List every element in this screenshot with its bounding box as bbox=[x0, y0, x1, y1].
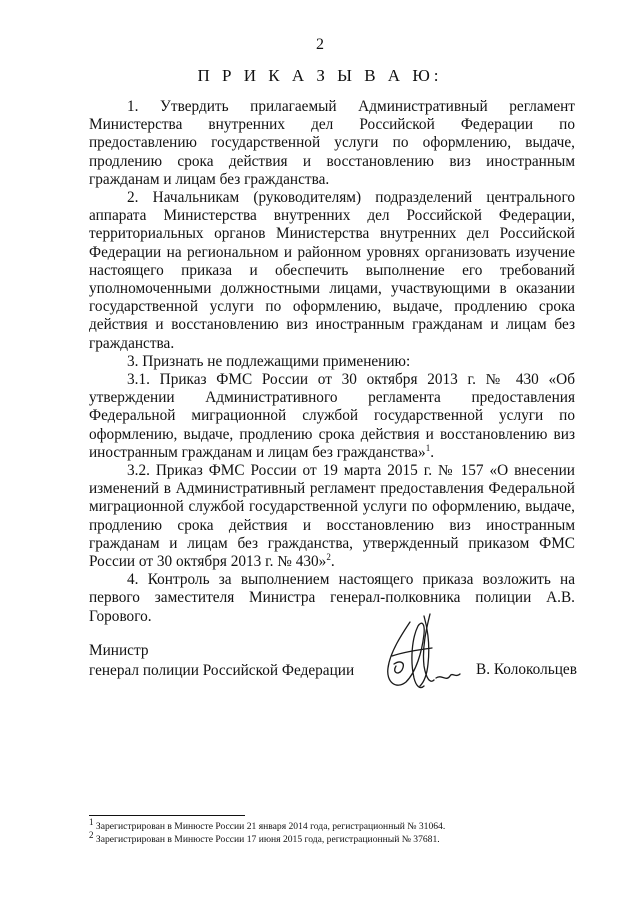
paragraph-3-2 bbox=[89, 462, 575, 571]
paragraph-3-1-text: 3.1. Приказ ФМС России от 30 октября 2013 г. № 430 «Об утверждении Административного регламента предоставления Федеральной миграционной службой государственной услуги по оформлению, выдаче, продлению срока действия и восстановлению виз иностранным гражданам и лицам без гражданства» bbox=[89, 371, 575, 461]
footnote-1-number: 1 bbox=[89, 816, 94, 827]
footnotes bbox=[89, 816, 589, 846]
paragraph-1: 1. Утвердить прилагаемый Административный регламент Министерства внутренних дел Российской Федерации по предоставлению государственной услуги по оформлению, выдаче, продлению срока действия и восстановлению виз иностранным гражданам и лицам без гражданства. bbox=[89, 98, 575, 188]
position-line-2: генерал полиции Российской Федерации bbox=[89, 662, 355, 679]
position-line-1: Министр bbox=[89, 642, 149, 659]
paragraph-3: 3. Признать не подлежащими применению: bbox=[127, 352, 411, 370]
footnote-2-text: Зарегистрирован в Минюсте России 17 июня 2015 года, регистрационный № 37681. bbox=[95, 834, 440, 845]
footnote-2-number: 2 bbox=[89, 829, 94, 840]
signatory-name: В. Колокольцев bbox=[476, 661, 577, 678]
paragraph-3-1-end: . bbox=[430, 443, 435, 461]
order-heading: П Р И К А З Ы В А Ю: bbox=[197, 66, 443, 85]
signatory-position bbox=[89, 641, 354, 681]
footnote-separator bbox=[89, 815, 245, 816]
paragraph-3-1 bbox=[89, 371, 575, 462]
paragraph-2: 2. Начальникам (руководителям) подразделений центрального аппарата Министерства внутренних дел Российской Федерации, территориальных органов Министерства внутренних дел Российской Федерации на региональном и районном уровнях организовать изучение настоящего приказа и обеспечить выполнение его требований уполномоченными должностными лицами, участвующими в оказании государственной услуги по оформлению, выдаче, продлению срока действия и восстановлению виз иностранным гражданам и лицам без гражданства. bbox=[89, 189, 575, 352]
footnote-1 bbox=[89, 816, 589, 833]
footnote-ref-2: 2 bbox=[326, 551, 331, 562]
paragraph-4: 4. Контроль за выполнением настоящего приказа возложить на первого заместителя Министра генерал-полковника полиции А.В. Горового. bbox=[89, 571, 575, 625]
footnote-1-text: Зарегистрирован в Минюсте России 21 января 2014 года, регистрационный № 31064. bbox=[95, 821, 446, 832]
order-body bbox=[89, 98, 575, 626]
handwritten-signature bbox=[372, 612, 466, 696]
footnote-2 bbox=[89, 829, 589, 846]
footnote-ref-1: 1 bbox=[425, 442, 431, 453]
paragraph-3-2-text: 3.2. Приказ ФМС России от 19 марта 2015 г. № 157 «О внесении изменений в Административный регламент предоставления Федеральной миграционной службой государственной услуги по оформлению, выдаче, продлению срока действия и восстановлению виз иностранным гражданам и лицам без гражданства, утвержденный приказом ФМС России от 30 октября 2013 г. № 430» bbox=[89, 462, 575, 571]
paragraph-3-2-end: . bbox=[330, 553, 335, 571]
page-number: 2 bbox=[316, 36, 324, 53]
